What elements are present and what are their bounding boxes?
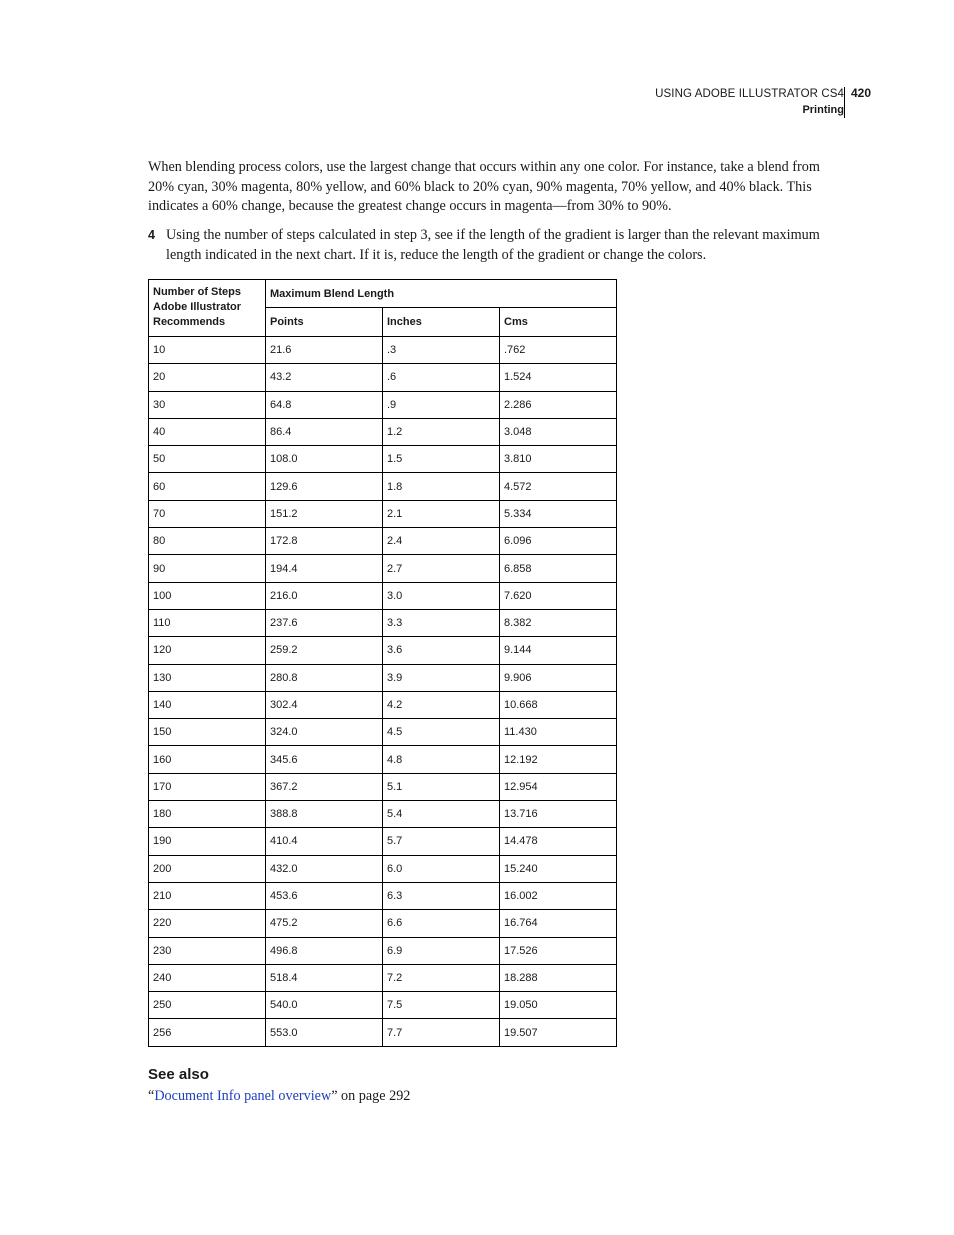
- cell-steps: 170: [149, 773, 266, 800]
- open-quote: “: [148, 1088, 155, 1104]
- cell-points: 108.0: [266, 446, 383, 473]
- cell-cms: 8.382: [500, 609, 617, 636]
- cell-steps: 70: [149, 500, 266, 527]
- cell-cms: 2.286: [500, 391, 617, 418]
- running-header-section: Printing: [802, 104, 844, 116]
- cell-inches: .3: [383, 337, 500, 364]
- cell-steps: 20: [149, 364, 266, 391]
- cell-steps: 200: [149, 855, 266, 882]
- cell-inches: 1.8: [383, 473, 500, 500]
- table-row: [149, 801, 617, 828]
- table-row: [149, 882, 617, 909]
- cell-inches: 3.6: [383, 637, 500, 664]
- cell-inches: 7.7: [383, 1019, 500, 1046]
- cell-points: 496.8: [266, 937, 383, 964]
- table-row: [149, 992, 617, 1019]
- table-row: [149, 910, 617, 937]
- cell-cms: 17.526: [500, 937, 617, 964]
- table-row: [149, 446, 617, 473]
- table-row: [149, 1019, 617, 1046]
- cell-steps: 50: [149, 446, 266, 473]
- cell-inches: 1.2: [383, 418, 500, 445]
- table-row: [149, 855, 617, 882]
- cell-cms: 19.507: [500, 1019, 617, 1046]
- cell-inches: .6: [383, 364, 500, 391]
- cell-points: 259.2: [266, 637, 383, 664]
- cell-steps: 240: [149, 964, 266, 991]
- table-row: [149, 500, 617, 527]
- cell-points: 367.2: [266, 773, 383, 800]
- cell-points: 280.8: [266, 664, 383, 691]
- cell-points: 345.6: [266, 746, 383, 773]
- cell-cms: 6.096: [500, 528, 617, 555]
- cell-steps: 250: [149, 992, 266, 1019]
- cell-steps: 140: [149, 691, 266, 718]
- cell-cms: 4.572: [500, 473, 617, 500]
- cell-inches: 6.9: [383, 937, 500, 964]
- blend-length-table: [148, 279, 617, 1047]
- table-row: [149, 691, 617, 718]
- cell-inches: 2.1: [383, 500, 500, 527]
- cross-reference: [148, 1088, 410, 1105]
- cell-cms: 12.954: [500, 773, 617, 800]
- cell-cms: 15.240: [500, 855, 617, 882]
- page-number: 420: [851, 86, 872, 100]
- cell-cms: 3.810: [500, 446, 617, 473]
- cell-points: 64.8: [266, 391, 383, 418]
- cell-steps: 150: [149, 719, 266, 746]
- table-row: [149, 528, 617, 555]
- document-info-link[interactable]: Document Info panel overview: [154, 1088, 332, 1104]
- table-row: [149, 418, 617, 445]
- cell-points: 388.8: [266, 801, 383, 828]
- table-row: [149, 391, 617, 418]
- cell-steps: 30: [149, 391, 266, 418]
- cell-steps: 210: [149, 882, 266, 909]
- cell-steps: 60: [149, 473, 266, 500]
- body-paragraph: When blending process colors, use the largest change that occurs within any one color. For instance, take a blend from 20% cyan, 30% magenta, 80% yellow, and 60% black to 20% cyan, 90% magenta, 70% yellow, and 40% black. This indicates a 60% change, because the greatest change occurs in magenta—from 30% to 90%.: [148, 159, 820, 215]
- cell-steps: 90: [149, 555, 266, 582]
- table-row: [149, 555, 617, 582]
- cell-points: 151.2: [266, 500, 383, 527]
- cell-cms: 3.048: [500, 418, 617, 445]
- table-row: [149, 828, 617, 855]
- cell-inches: 6.6: [383, 910, 500, 937]
- cell-cms: 12.192: [500, 746, 617, 773]
- table-row: [149, 719, 617, 746]
- cell-points: 86.4: [266, 418, 383, 445]
- cell-cms: 9.144: [500, 637, 617, 664]
- step-number: 4: [148, 228, 155, 242]
- cell-points: 237.6: [266, 609, 383, 636]
- table-row: [149, 773, 617, 800]
- cell-steps: 100: [149, 582, 266, 609]
- cell-cms: 5.334: [500, 500, 617, 527]
- cell-steps: 120: [149, 637, 266, 664]
- cell-inches: 5.4: [383, 801, 500, 828]
- cell-points: 432.0: [266, 855, 383, 882]
- cell-steps: 130: [149, 664, 266, 691]
- table-header-cms: Cms: [500, 308, 617, 337]
- cell-inches: 4.5: [383, 719, 500, 746]
- cell-steps: 190: [149, 828, 266, 855]
- cell-steps: 180: [149, 801, 266, 828]
- cell-inches: 4.8: [383, 746, 500, 773]
- cell-inches: .9: [383, 391, 500, 418]
- table-header-inches: Inches: [383, 308, 500, 337]
- cell-points: 194.4: [266, 555, 383, 582]
- cell-inches: 3.0: [383, 582, 500, 609]
- header-divider: [844, 87, 845, 118]
- table-body: [149, 337, 617, 1047]
- running-header-title: USING ADOBE ILLUSTRATOR CS4: [655, 88, 844, 100]
- table-row: [149, 582, 617, 609]
- numbered-step: [148, 226, 848, 265]
- table-row: [149, 609, 617, 636]
- see-also-heading: See also: [148, 1066, 209, 1083]
- cell-inches: 3.3: [383, 609, 500, 636]
- cell-inches: 5.7: [383, 828, 500, 855]
- table-row: [149, 664, 617, 691]
- cell-points: 172.8: [266, 528, 383, 555]
- cell-steps: 230: [149, 937, 266, 964]
- cell-cms: 1.524: [500, 364, 617, 391]
- table-header-max-blend: Maximum Blend Length: [266, 280, 617, 308]
- cell-points: 129.6: [266, 473, 383, 500]
- cell-inches: 2.4: [383, 528, 500, 555]
- cell-points: 410.4: [266, 828, 383, 855]
- cell-points: 540.0: [266, 992, 383, 1019]
- step-text: Using the number of steps calculated in step 3, see if the length of the gradient is larger than the relevant maximum length indicated in the next chart. If it is, reduce the length of the gradient or change the colors.: [166, 227, 820, 263]
- cell-inches: 2.7: [383, 555, 500, 582]
- table-row: [149, 637, 617, 664]
- cell-inches: 4.2: [383, 691, 500, 718]
- table-row: [149, 937, 617, 964]
- running-header: [655, 86, 844, 118]
- cell-cms: 10.668: [500, 691, 617, 718]
- cell-inches: 1.5: [383, 446, 500, 473]
- cell-points: 324.0: [266, 719, 383, 746]
- cell-steps: 80: [149, 528, 266, 555]
- cell-cms: 16.002: [500, 882, 617, 909]
- cell-points: 475.2: [266, 910, 383, 937]
- cell-cms: 11.430: [500, 719, 617, 746]
- cell-cms: .762: [500, 337, 617, 364]
- cell-cms: 6.858: [500, 555, 617, 582]
- cell-inches: 7.2: [383, 964, 500, 991]
- cell-cms: 7.620: [500, 582, 617, 609]
- cell-cms: 18.288: [500, 964, 617, 991]
- cell-cms: 19.050: [500, 992, 617, 1019]
- cell-inches: 6.0: [383, 855, 500, 882]
- cell-cms: 9.906: [500, 664, 617, 691]
- table-row: [149, 337, 617, 364]
- cell-inches: 7.5: [383, 992, 500, 1019]
- table-header-steps: Number of Steps Adobe Illustrator Recommends: [149, 280, 266, 337]
- cell-points: 553.0: [266, 1019, 383, 1046]
- cell-points: 453.6: [266, 882, 383, 909]
- cell-cms: 16.764: [500, 910, 617, 937]
- cell-inches: 6.3: [383, 882, 500, 909]
- xref-suffix: ” on page 292: [331, 1088, 411, 1104]
- table-row: [149, 473, 617, 500]
- cell-inches: 5.1: [383, 773, 500, 800]
- cell-points: 518.4: [266, 964, 383, 991]
- table-row: [149, 746, 617, 773]
- table-row: [149, 364, 617, 391]
- cell-steps: 220: [149, 910, 266, 937]
- table-header-points: Points: [266, 308, 383, 337]
- cell-steps: 256: [149, 1019, 266, 1046]
- cell-steps: 10: [149, 337, 266, 364]
- table-row: [149, 964, 617, 991]
- cell-cms: 13.716: [500, 801, 617, 828]
- cell-steps: 110: [149, 609, 266, 636]
- cell-cms: 14.478: [500, 828, 617, 855]
- cell-points: 302.4: [266, 691, 383, 718]
- cell-points: 43.2: [266, 364, 383, 391]
- cell-steps: 160: [149, 746, 266, 773]
- cell-points: 21.6: [266, 337, 383, 364]
- cell-points: 216.0: [266, 582, 383, 609]
- cell-steps: 40: [149, 418, 266, 445]
- cell-inches: 3.9: [383, 664, 500, 691]
